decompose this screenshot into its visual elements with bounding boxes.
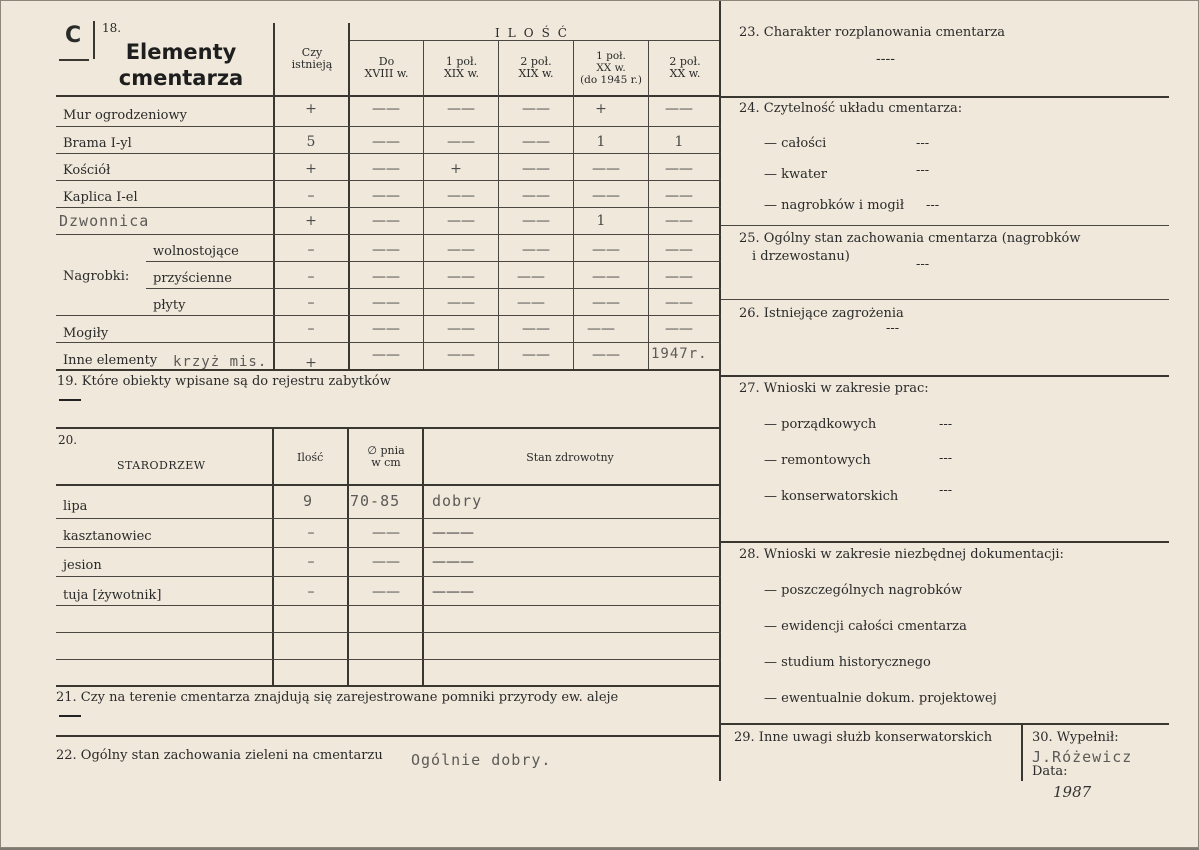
q26-label: 26. Istniejące zagrożenia — [739, 306, 904, 321]
q27-label: 27. Wnioski w zakresie prac: — [739, 381, 929, 396]
row-rule — [56, 207, 721, 208]
q21-dash — [59, 715, 81, 717]
cell: —— — [372, 134, 400, 150]
cell-year-1947: 1947r. — [651, 346, 708, 362]
q26-bottom-rule — [721, 375, 1169, 377]
period-header-2: 1 poł. XIX w. — [443, 55, 480, 80]
cell: —— — [592, 242, 620, 258]
trees-title: STARODRZEW — [117, 459, 206, 472]
q25-bottom-rule — [721, 299, 1169, 300]
row-label-other: Inne elementy — [63, 353, 158, 368]
cell: —— — [587, 321, 615, 337]
cell: —— — [522, 161, 550, 177]
cell: —— — [447, 101, 475, 117]
tree-health: ——— — [432, 525, 474, 541]
row-rule — [146, 288, 721, 289]
vrule-p4 — [573, 40, 574, 369]
cell: —— — [592, 269, 620, 285]
cell: —— — [522, 101, 550, 117]
q24-item: — całości — [764, 136, 827, 151]
cell: —— — [447, 321, 475, 337]
cell: —— — [372, 242, 400, 258]
cell: —— — [522, 213, 550, 229]
q24-label: 24. Czytelność układu cmentarza: — [739, 101, 963, 116]
tree-health: ——— — [432, 584, 474, 600]
q23-value: ---- — [876, 51, 895, 67]
section-number: 18. — [102, 21, 122, 35]
cell: —— — [517, 295, 545, 311]
q24-item: — kwater — [764, 167, 828, 182]
trees-col-count: Ilość — [297, 451, 324, 464]
section-letter: C — [65, 23, 82, 48]
col-header-exists: Czy istnieją — [291, 46, 333, 71]
cell: —— — [592, 161, 620, 177]
row-label-graves: Mogiły — [63, 326, 109, 341]
q28-item: — studium historycznego — [764, 655, 931, 670]
q23-bottom-rule — [721, 96, 1169, 98]
row-label-slabs: płyty — [153, 298, 186, 313]
q24-item: — nagrobków i mogił — [764, 198, 905, 213]
cell: —— — [447, 347, 475, 363]
cell: —— — [447, 213, 475, 229]
cell: —— — [665, 188, 693, 204]
trees-vrule-3 — [422, 427, 424, 685]
q25-value: --- — [916, 257, 930, 272]
q28-item: — ewentualnie dokum. projektowej — [764, 691, 997, 706]
vrule-p1 — [348, 23, 350, 369]
cell: —— — [447, 269, 475, 285]
row-rule — [56, 180, 721, 181]
period-header-4: 1 poł. XX w. (do 1945 r.) — [580, 50, 642, 86]
row-label-wall: Mur ogrodzeniowy — [63, 108, 187, 123]
row-label-belfry: Dzwonnica — [59, 212, 150, 230]
cell: – — [307, 269, 315, 285]
period-header-3: 2 poł. XIX w. — [518, 55, 554, 80]
tree-name: kasztanowiec — [63, 529, 152, 544]
trees-row-rule — [56, 547, 721, 548]
vrule-p2 — [423, 40, 424, 369]
quantity-header: ILOŚĆ — [495, 26, 575, 40]
q24-bottom-rule — [721, 225, 1169, 226]
row-rule — [146, 261, 721, 262]
tree-diameter: —— — [372, 554, 400, 570]
cell: —— — [665, 269, 693, 285]
row-rule — [56, 153, 721, 154]
cell: —— — [592, 295, 620, 311]
cell: —— — [665, 213, 693, 229]
tree-count: 9 — [303, 492, 314, 510]
cell: —— — [372, 161, 400, 177]
cell: —— — [517, 269, 545, 285]
q25-label-cont: i drzewostanu) — [752, 249, 850, 264]
cell: —— — [665, 242, 693, 258]
cell: 1 — [596, 134, 606, 150]
row-label-gate: Brama I-yl — [63, 136, 132, 151]
cell: —— — [372, 321, 400, 337]
row-label-freestanding: wolnostojące — [153, 244, 239, 259]
cell: + — [305, 213, 317, 229]
cell: —— — [592, 188, 620, 204]
cell: —— — [372, 188, 400, 204]
cell: —— — [665, 101, 693, 117]
q27-value: --- — [939, 483, 953, 498]
q22-label: 22. Ogólny stan zachowania zieleni na cmentarzu — [56, 748, 383, 763]
cell: —— — [522, 321, 550, 337]
q24-value: --- — [916, 163, 930, 178]
badge-divider — [93, 21, 95, 59]
cell: – — [307, 321, 315, 337]
q19-dash — [59, 399, 81, 401]
row-rule — [56, 342, 721, 343]
trees-col-diameter: ∅ pnia w cm — [367, 444, 405, 469]
q30-date-label: Data: — [1032, 764, 1068, 779]
trees-vrule-1 — [272, 427, 274, 685]
section-title: Elementy cmentarza — [118, 40, 244, 90]
cell: + — [305, 161, 317, 177]
elements-bottom-rule — [56, 369, 721, 371]
trees-header-rule — [56, 484, 721, 486]
row-label-church: Kościół — [63, 163, 111, 178]
cell: —— — [592, 347, 620, 363]
cell: + — [305, 101, 317, 117]
cell: —— — [522, 134, 550, 150]
q22-value: Ogólnie dobry. — [411, 751, 552, 769]
period-header-5: 2 poł. XX w. — [669, 55, 701, 80]
trees-col-health: Stan zdrowotny — [526, 451, 614, 464]
cell: —— — [447, 295, 475, 311]
trees-row-rule — [56, 632, 721, 633]
cell: + — [450, 161, 462, 177]
q30-label: 30. Wypełnił: — [1032, 730, 1119, 745]
q21-bottom-rule — [56, 735, 721, 737]
row-label-wall-mounted: przyścienne — [153, 271, 232, 286]
q27-bottom-rule — [721, 541, 1169, 543]
trees-row-rule — [56, 576, 721, 577]
q28-bottom-rule — [721, 723, 1169, 725]
q27-item: — konserwatorskich — [764, 489, 899, 504]
tree-health: ——— — [432, 554, 474, 570]
gravestones-label: Nagrobki: — [63, 269, 130, 284]
tree-count: – — [307, 525, 315, 541]
handwritten-number: 1987 — [1053, 783, 1092, 801]
q28-label: 28. Wnioski w zakresie niezbędnej dokumentacji: — [739, 547, 1064, 562]
tree-name: jesion — [63, 558, 102, 573]
tree-diameter: —— — [372, 584, 400, 600]
tree-diameter: —— — [372, 525, 400, 541]
badge-underline — [59, 59, 89, 61]
row-label-chapel: Kaplica I-el — [63, 190, 138, 205]
cell: —— — [372, 101, 400, 117]
cell: – — [307, 295, 315, 311]
q23-label: 23. Charakter rozplanowania cmentarza — [739, 25, 1006, 40]
q19-label: 19. Które obiekty wpisane są do rejestru zabytków — [57, 374, 391, 389]
tree-diameter: 70-85 — [350, 492, 401, 510]
q20-number: 20. — [58, 433, 78, 447]
q27-item: — remontowych — [764, 453, 871, 468]
center-divider — [719, 1, 721, 781]
q27-item: — porządkowych — [764, 417, 877, 432]
trees-row-rule — [56, 659, 721, 660]
q28-item: — poszczególnych nagrobków — [764, 583, 963, 598]
cell: —— — [372, 269, 400, 285]
header-bottom-rule — [56, 95, 721, 97]
cell: —— — [372, 213, 400, 229]
q29-label: 29. Inne uwagi służb konserwatorskich — [734, 730, 993, 745]
vrule-p3 — [498, 40, 499, 369]
cell: —— — [447, 188, 475, 204]
trees-bottom-rule — [56, 685, 721, 687]
cell: – — [307, 242, 315, 258]
q27-value: --- — [939, 451, 953, 466]
cell: + — [595, 101, 607, 117]
q28-item: — ewidencji całości cmentarza — [764, 619, 967, 634]
trees-row-rule — [56, 605, 721, 606]
cell: – — [307, 188, 315, 204]
tree-name: lipa — [63, 499, 88, 514]
period-header-1: Do XVIII w. — [364, 55, 409, 80]
quantity-rule — [349, 40, 721, 41]
q19-bottom-rule — [56, 427, 721, 429]
q21-label: 21. Czy na terenie cmentarza znajdują się zarejestrowane pomniki przyrody ew. aleje — [56, 690, 619, 705]
cell: —— — [665, 321, 693, 337]
q26-value: --- — [886, 321, 900, 336]
cell: —— — [665, 295, 693, 311]
trees-vrule-2 — [347, 427, 349, 685]
row-rule — [56, 315, 721, 316]
cell: 1 — [596, 213, 606, 229]
tree-name: tuja [żywotnik] — [63, 588, 162, 603]
other-elements-value: krzyż mis. — [173, 354, 268, 370]
cell: —— — [372, 347, 400, 363]
q29-divider — [1021, 724, 1023, 781]
cell: —— — [522, 188, 550, 204]
tree-health: dobry — [432, 492, 483, 510]
cell: —— — [522, 242, 550, 258]
cell: + — [305, 355, 317, 371]
cell: 1 — [674, 134, 684, 150]
tree-count: – — [307, 584, 315, 600]
trees-row-rule — [56, 518, 721, 519]
q24-value: --- — [926, 198, 940, 213]
vrule-exists — [273, 23, 275, 369]
tree-count: – — [307, 554, 315, 570]
cell: —— — [447, 242, 475, 258]
cell: —— — [447, 134, 475, 150]
q27-value: --- — [939, 417, 953, 432]
q25-label: 25. Ogólny stan zachowania cmentarza (nagrobków — [739, 231, 1081, 246]
cell: —— — [665, 161, 693, 177]
q30-name: J.Różewicz — [1032, 748, 1133, 766]
cell: 5 — [306, 134, 316, 150]
q24-value: --- — [916, 136, 930, 151]
cell: —— — [372, 295, 400, 311]
cell: —— — [522, 347, 550, 363]
row-rule — [56, 126, 721, 127]
row-rule — [56, 234, 721, 235]
vrule-p5 — [648, 40, 649, 369]
